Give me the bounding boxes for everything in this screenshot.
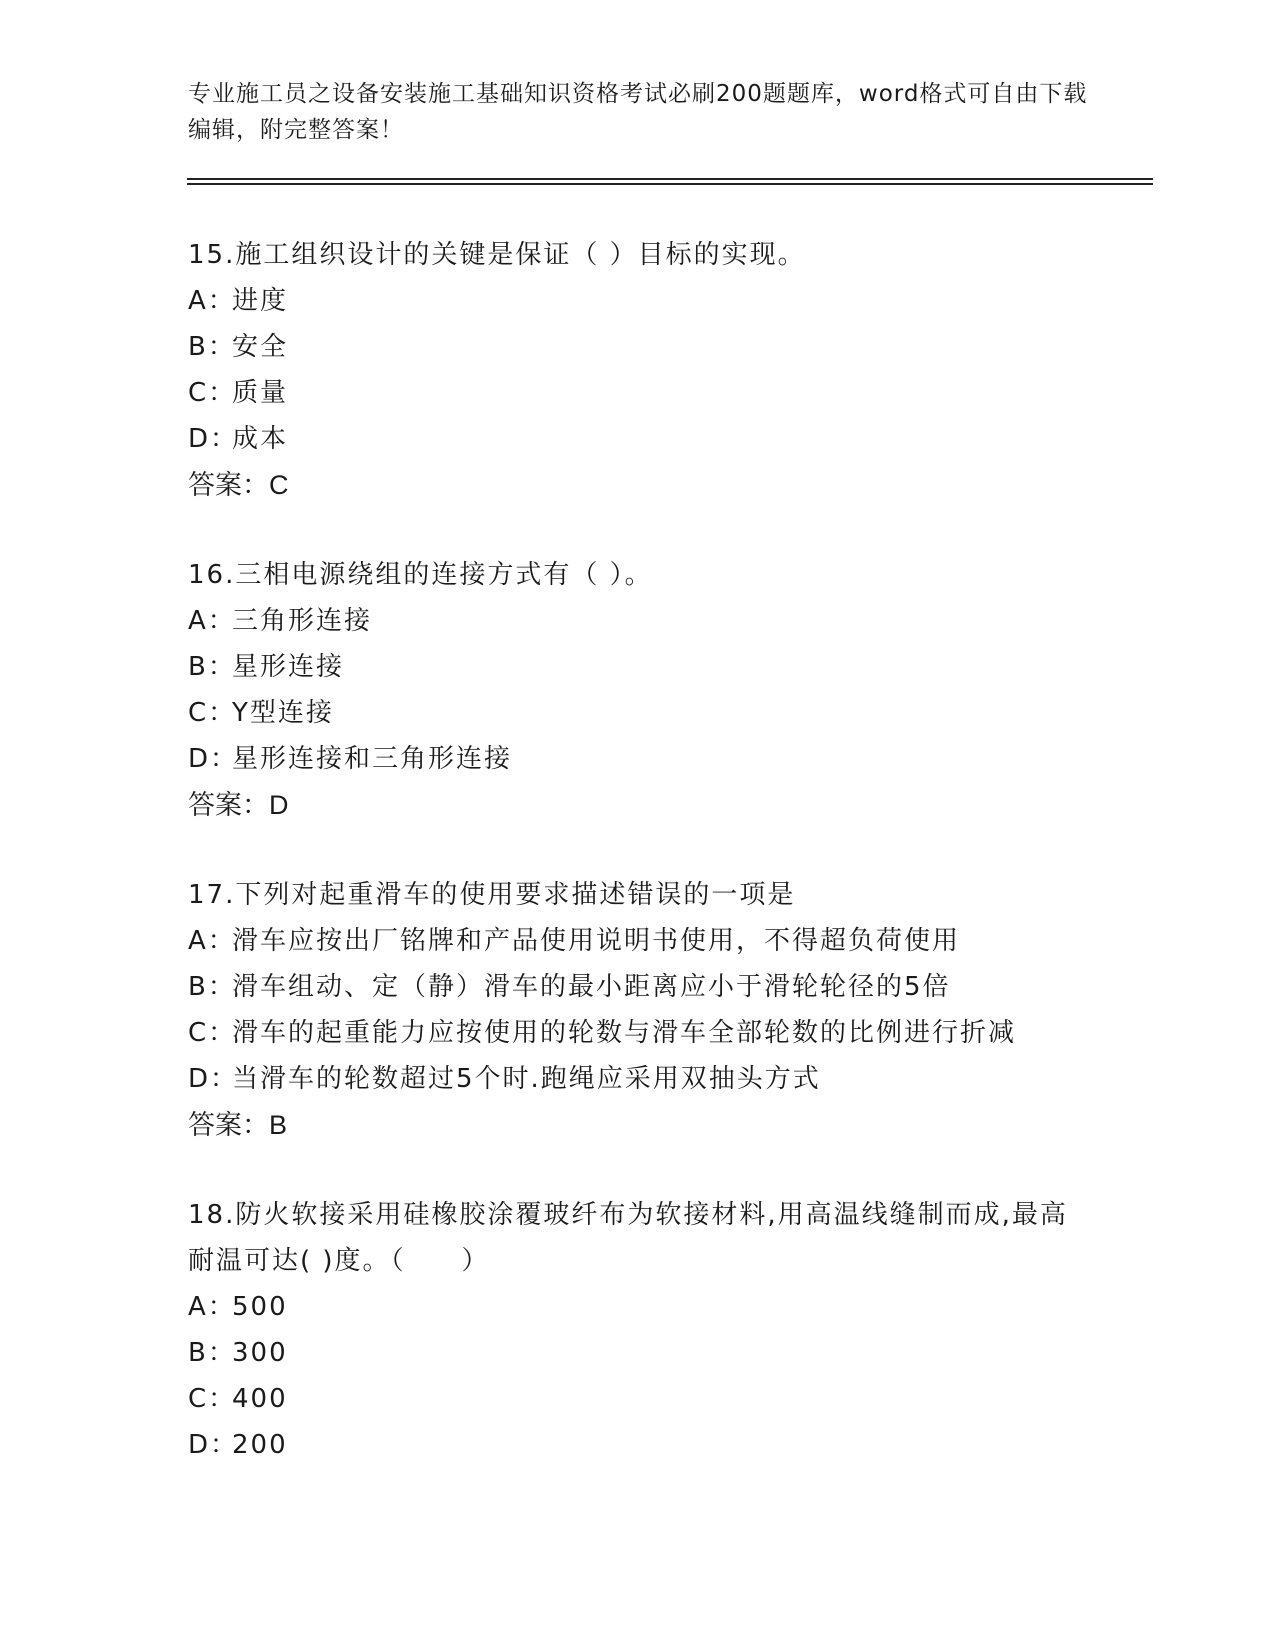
option-letter: B：: [188, 332, 236, 362]
option-a: [188, 278, 1088, 324]
option-text: 滑车应按出厂铭牌和产品使用说明书使用，不得超负荷使用: [232, 926, 961, 956]
option-letter: C：: [188, 698, 237, 728]
question-16: [188, 552, 1088, 828]
option-a: [188, 918, 1088, 964]
option-letter: A：: [188, 1292, 236, 1322]
question-17: [188, 872, 1088, 1148]
question-text: 16.三相电源绕组的连接方式有（ ）。: [188, 560, 653, 590]
option-letter: C：: [188, 1384, 237, 1414]
option-text: 滑车组动、定（静）滑车的最小距离应小于滑轮轮径的5倍: [232, 972, 951, 1002]
question-text: 15.施工组织设计的关键是保证（ ）目标的实现。: [188, 240, 806, 270]
option-letter: D：: [188, 1430, 239, 1460]
option-letter: B：: [188, 972, 236, 1002]
option-text: Y型连接: [232, 698, 334, 728]
option-b: [188, 324, 1088, 370]
option-letter: A：: [188, 926, 236, 956]
option-c: [188, 370, 1088, 416]
option-letter: C：: [188, 1018, 237, 1048]
option-c: [188, 690, 1088, 736]
option-letter: A：: [188, 286, 236, 316]
option-letter: C：: [188, 378, 237, 408]
option-text: 当滑车的轮数超过5个时.跑绳应采用双抽头方式: [232, 1064, 821, 1094]
option-letter: B：: [188, 1338, 236, 1368]
question-text: 17.下列对起重滑车的使用要求描述错误的一项是: [188, 880, 796, 910]
option-d: [188, 736, 1088, 782]
option-b: [188, 964, 1088, 1010]
question-15: [188, 232, 1088, 508]
option-letter: A：: [188, 606, 236, 636]
option-letter: B：: [188, 652, 236, 682]
option-letter: D：: [188, 744, 239, 774]
option-text: 三角形连接: [232, 606, 373, 636]
header-divider-top: [187, 178, 1153, 180]
option-d: [188, 1056, 1088, 1102]
option-c: [188, 1376, 1088, 1422]
document-header: 专业施工员之设备安装施工基础知识资格考试必刷200题题库，word格式可自由下载编辑，附完整答案！: [188, 81, 1088, 143]
answer: 答案：B: [188, 1110, 288, 1140]
option-a: [188, 1284, 1088, 1330]
option-letter: D：: [188, 424, 239, 454]
option-c: [188, 1010, 1088, 1056]
option-text: 星形连接和三角形连接: [232, 744, 513, 774]
header-divider-bottom: [187, 183, 1153, 185]
option-b: [188, 1330, 1088, 1376]
option-text: 安全: [232, 332, 289, 362]
option-text: 质量: [232, 378, 289, 408]
option-text: 500: [232, 1292, 288, 1322]
option-b: [188, 644, 1088, 690]
option-text: 星形连接: [232, 652, 345, 682]
answer: 答案：C: [188, 470, 289, 500]
option-text: 400: [232, 1384, 288, 1414]
option-d: [188, 416, 1088, 462]
option-text: 300: [232, 1338, 288, 1368]
option-d: [188, 1422, 1088, 1468]
option-a: [188, 598, 1088, 644]
option-text: 滑车的起重能力应按使用的轮数与滑车全部轮数的比例进行折减: [232, 1018, 1017, 1048]
option-text: 成本: [232, 424, 289, 454]
question-18: [188, 1192, 1088, 1468]
answer: 答案：D: [188, 790, 289, 820]
question-text: 18.防火软接采用硅橡胶涂覆玻纤布为软接材料,用高温线缝制而成,最高耐温可达( )度。（ ）: [188, 1200, 1068, 1276]
option-text: 进度: [232, 286, 289, 316]
option-text: 200: [232, 1430, 288, 1460]
option-letter: D：: [188, 1064, 239, 1094]
